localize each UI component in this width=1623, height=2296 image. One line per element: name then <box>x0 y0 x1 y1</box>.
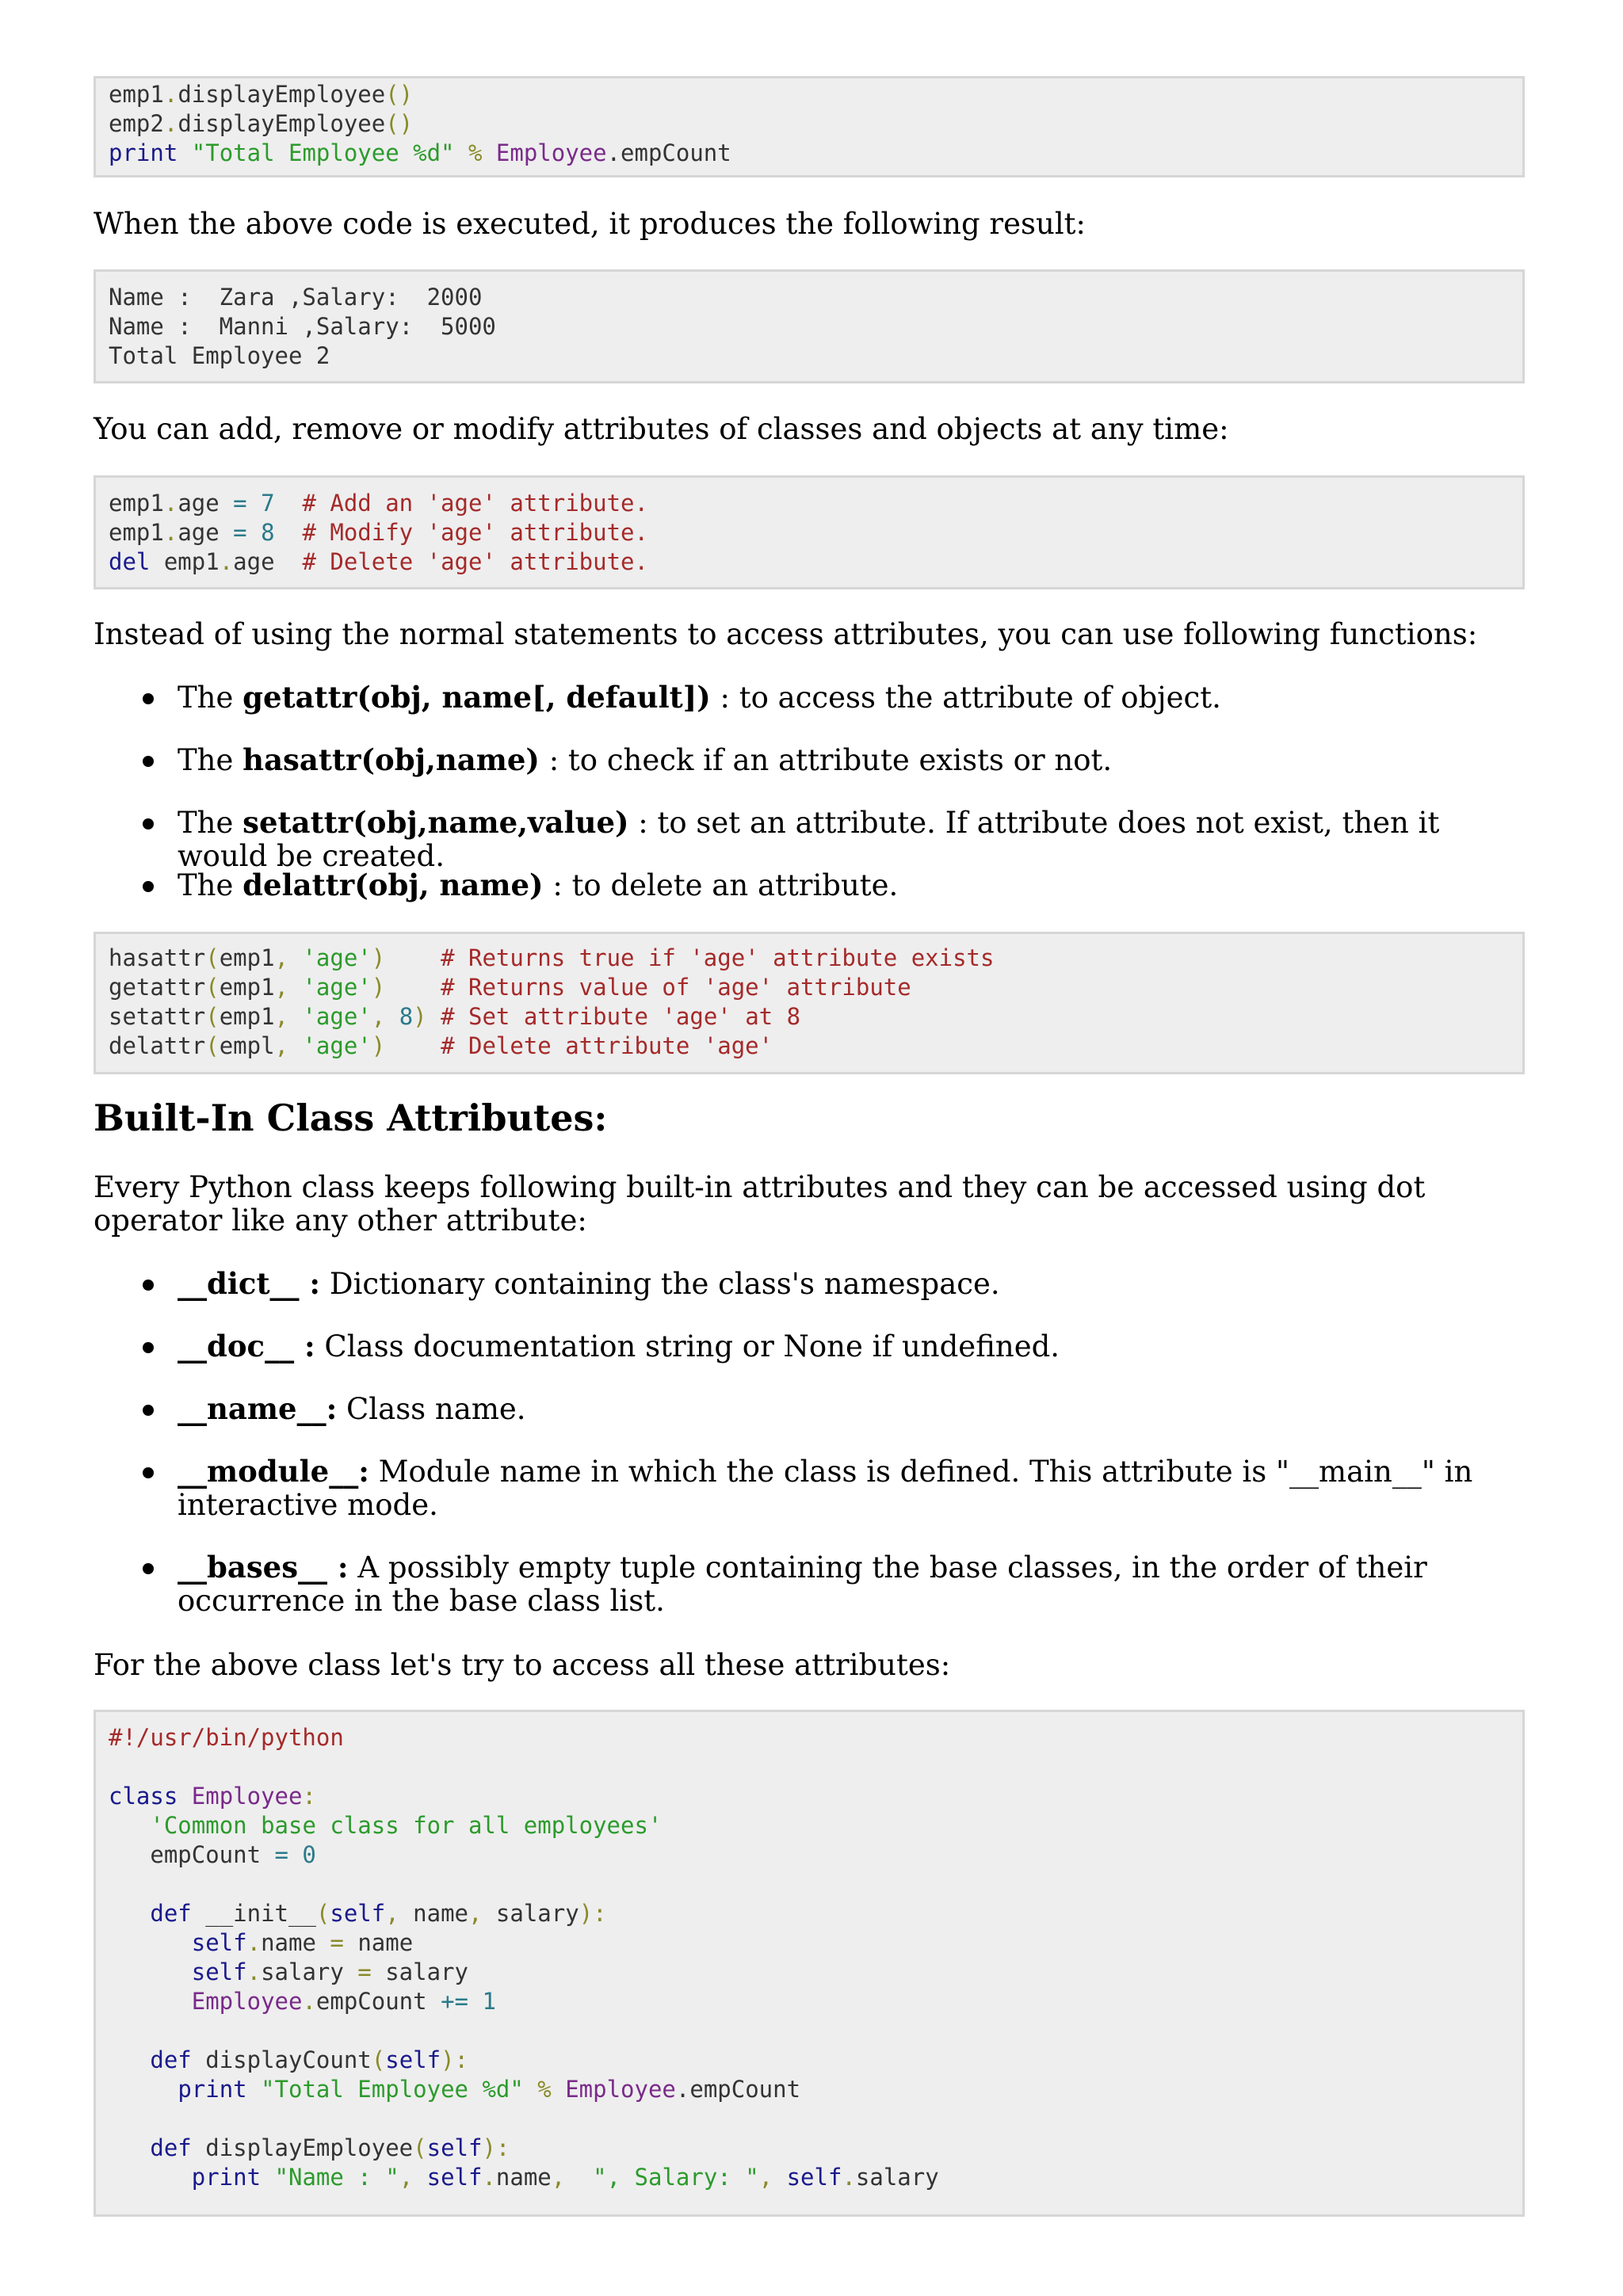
code-token: salary <box>855 2164 939 2191</box>
code-token: , <box>399 2164 427 2191</box>
code-token: , <box>274 974 303 1001</box>
paragraph-functions-intro: Instead of using the normal statements to access attributes, you can use following functions: <box>94 617 1478 651</box>
bullet-icon <box>143 1405 154 1416</box>
list-item-term: __doc__ : <box>178 1329 315 1363</box>
code-token: 8 <box>399 1003 414 1030</box>
code-token: emp1 <box>219 944 275 971</box>
code-token: = <box>330 1929 358 1956</box>
code-token: age <box>233 548 303 575</box>
code-token: . <box>163 490 178 517</box>
code-token: 'age' <box>302 1003 372 1030</box>
code-token: % <box>523 2076 566 2103</box>
list-item <box>178 806 1525 873</box>
code-token: self <box>191 1958 247 1985</box>
code-line <box>109 489 1522 518</box>
list-item-description: Class name. <box>337 1392 526 1426</box>
code-token <box>109 1812 150 1839</box>
code-token: Employee <box>191 1783 303 1810</box>
code-token: += 1 <box>441 1988 496 2015</box>
section-heading: Built-In Class Attributes: <box>94 1097 608 1139</box>
code-token: , <box>551 2164 594 2191</box>
list-item-description: Dictionary containing the class's namespace. <box>320 1267 1000 1301</box>
code-line <box>109 1958 1522 1987</box>
code-line <box>109 944 1522 973</box>
code-token: def <box>150 2134 192 2161</box>
list-item <box>178 743 1525 777</box>
code-token: "Name : " <box>274 2164 399 2191</box>
code-token: print <box>178 2076 247 2103</box>
paragraph-builtin-intro: Every Python class keeps following built-in attributes and they can be accessed using dot operator like any other attribute: <box>94 1170 1426 1238</box>
code-line <box>109 1928 1522 1958</box>
code-line <box>109 1840 1522 1870</box>
code-token: # Modify 'age' attribute. <box>274 519 648 546</box>
list-item-prefix: The <box>178 868 243 902</box>
code-token <box>109 1929 192 1956</box>
code-line <box>109 518 1522 547</box>
list-item <box>178 1455 1525 1522</box>
list-item-description: A possibly empty tuple containing the base classes, in the order of their occurrence in the base class list. <box>178 1550 1427 1618</box>
code-token: , <box>468 1900 496 1927</box>
list-item <box>178 1392 1525 1426</box>
code-line <box>109 1811 1522 1840</box>
code-token: . <box>246 1929 262 1956</box>
code-line <box>109 2134 1522 2163</box>
code-token: getattr <box>109 974 206 1001</box>
bullet-icon <box>143 1280 154 1291</box>
code-token: , <box>274 1003 303 1030</box>
code-token: self <box>426 2164 483 2191</box>
code-token: age <box>178 490 234 517</box>
code-token <box>247 2076 261 2103</box>
code-token: del <box>109 548 151 575</box>
code-token: #!/usr/bin/python <box>109 1724 344 1751</box>
code-token: emp1 <box>109 81 164 108</box>
paragraph-access-intro: For the above class let's try to access all these attributes: <box>94 1648 951 1682</box>
code-token: ): <box>441 2046 468 2073</box>
bullet-icon <box>143 1342 154 1353</box>
code-token: # Delete 'age' attribute. <box>302 548 648 575</box>
code-line <box>109 1987 1522 2016</box>
code-token: = <box>357 1958 386 1985</box>
code-token: print <box>109 139 178 166</box>
code-block-output <box>94 269 1525 383</box>
code-token: . <box>163 81 178 108</box>
code-line <box>109 547 1522 577</box>
code-token: displayEmployee <box>178 81 386 108</box>
list-item-term: __name__: <box>178 1391 338 1426</box>
list-item-term: delattr(obj, name) <box>242 868 544 902</box>
code-token: . <box>219 548 234 575</box>
code-token <box>109 2164 192 2191</box>
code-token: ", Salary: " <box>593 2164 759 2191</box>
code-token: # Delete attribute 'age' <box>385 1032 773 1059</box>
code-line <box>109 109 1522 139</box>
code-token: emp1 <box>150 548 220 575</box>
bullet-icon <box>143 1467 154 1478</box>
code-token: = 0 <box>274 1841 316 1868</box>
code-block-attr-functions <box>94 932 1525 1074</box>
list-item-description: : to access the attribute of object. <box>710 681 1221 715</box>
code-token: ( <box>413 2134 427 2161</box>
code-token: = 7 <box>233 490 275 517</box>
code-token: Employee <box>191 1988 303 2015</box>
code-token: Employee <box>565 2076 676 2103</box>
code-token <box>178 1783 191 1810</box>
code-line <box>109 139 1522 168</box>
code-token: , <box>385 1900 414 1927</box>
code-token <box>178 139 191 166</box>
code-token: print <box>191 2164 262 2191</box>
code-token: self <box>426 2134 483 2161</box>
code-token: name <box>357 1929 414 1956</box>
code-token: ( <box>205 1003 220 1030</box>
code-line <box>109 1002 1522 1032</box>
code-token <box>109 2046 150 2073</box>
code-token: . <box>246 1958 262 1985</box>
code-token: .empCount <box>675 2076 801 2103</box>
code-token: .empCount <box>606 139 731 166</box>
code-line <box>109 1723 1522 1753</box>
code-token: empCount <box>315 1988 441 2015</box>
code-token: self <box>191 1929 247 1956</box>
code-token: displayCount <box>191 2046 372 2073</box>
code-token: empCount <box>109 1841 275 1868</box>
code-token <box>109 2134 150 2161</box>
code-token: ) <box>371 1032 386 1059</box>
list-item-prefix: The <box>178 681 243 715</box>
list-item-term: __module__: <box>178 1454 369 1489</box>
code-token: . <box>842 2164 856 2191</box>
code-token: 'age' <box>302 974 372 1001</box>
list-item-description: Class documentation string or None if undefined. <box>315 1329 1060 1363</box>
list-item <box>178 868 1525 902</box>
list-item <box>178 1550 1525 1618</box>
code-line <box>109 1782 1522 1811</box>
paragraph-modify-attributes: You can add, remove or modify attributes of classes and objects at any time: <box>94 412 1229 446</box>
bullet-icon <box>143 1563 154 1574</box>
code-token <box>109 2076 178 2103</box>
code-token <box>109 1900 150 1927</box>
code-token: ): <box>579 1900 607 1927</box>
code-block-employee-class <box>94 1710 1525 2217</box>
code-token: displayEmployee <box>191 2134 414 2161</box>
code-token: . <box>163 519 178 546</box>
code-line <box>109 80 1522 109</box>
code-token: 'age' <box>302 1032 372 1059</box>
code-token: # Add an 'age' attribute. <box>274 490 648 517</box>
code-token: ( <box>205 1032 220 1059</box>
code-token: displayEmployee <box>178 110 386 137</box>
list-item-description: : to set an attribute. If attribute does not exist, then it would be created. <box>178 806 1440 873</box>
list-item-prefix: The <box>178 806 243 840</box>
code-token: emp1 <box>219 1003 275 1030</box>
code-line <box>109 2104 1522 2134</box>
code-token: salary <box>261 1958 358 1985</box>
bullet-icon <box>143 693 154 704</box>
code-token: emp1 <box>219 974 275 1001</box>
bullet-icon <box>143 881 154 892</box>
code-token: ( <box>371 2046 386 2073</box>
code-token: ( <box>205 944 220 971</box>
code-token: . <box>163 110 178 137</box>
code-block-attribute-ops <box>94 475 1525 589</box>
code-token: Name : Zara ,Salary: 2000 <box>109 284 483 311</box>
list-item-description: Module name in which the class is defined. This attribute is "__main__" in interactive mode. <box>178 1455 1473 1522</box>
code-token: . <box>482 2164 496 2191</box>
code-token: self <box>385 2046 441 2073</box>
code-token: ) <box>413 1003 427 1030</box>
list-item-description: : to check if an attribute exists or not. <box>539 743 1113 777</box>
code-token: () <box>385 110 414 137</box>
code-token: hasattr <box>109 944 206 971</box>
code-line <box>109 1899 1522 1928</box>
code-token: emp2 <box>109 110 164 137</box>
code-token: # Returns value of 'age' attribute <box>385 974 911 1001</box>
list-item-prefix: The <box>178 743 243 777</box>
code-token: = 8 <box>233 519 275 546</box>
code-token: __init__ <box>191 1900 316 1927</box>
code-token: ( <box>205 974 220 1001</box>
list-item-term: __bases__ : <box>178 1550 349 1585</box>
bullet-icon <box>143 818 154 830</box>
bullet-icon <box>143 756 154 767</box>
code-token: Employee <box>495 139 607 166</box>
code-token: : <box>302 1783 316 1810</box>
code-token: ) <box>371 974 386 1001</box>
code-line <box>109 1870 1522 1899</box>
code-token: delattr <box>109 1032 206 1059</box>
code-line <box>109 341 1522 371</box>
code-token: () <box>385 81 414 108</box>
code-token: . <box>302 1988 316 2015</box>
code-token: # Returns true if 'age' attribute exists <box>385 944 995 971</box>
code-line <box>109 2163 1522 2192</box>
code-token: emp1 <box>109 490 164 517</box>
code-token: , <box>758 2164 787 2191</box>
code-token: "Total Employee %d" <box>261 2076 524 2103</box>
list-item-term: __dict__ : <box>178 1266 321 1301</box>
list-item-description: : to delete an attribute. <box>543 868 899 902</box>
code-token: "Total Employee %d" <box>191 139 455 166</box>
code-block-display-employees <box>94 76 1525 177</box>
code-line <box>109 973 1522 1002</box>
code-token: ) <box>371 944 386 971</box>
code-token: name <box>413 1900 468 1927</box>
list-item <box>178 681 1525 715</box>
code-line <box>109 2046 1522 2075</box>
code-token: name <box>261 1929 330 1956</box>
code-token: % <box>454 139 496 166</box>
list-item-term: getattr(obj, name[, default]) <box>242 680 711 715</box>
paragraph-result-intro: When the above code is executed, it produces the following result: <box>94 207 1086 241</box>
code-token: age <box>178 519 234 546</box>
list-item-term: setattr(obj,name,value) <box>242 805 629 840</box>
code-token: setattr <box>109 1003 206 1030</box>
code-token: , <box>274 1032 303 1059</box>
code-line <box>109 1753 1522 1782</box>
code-token: 'age' <box>302 944 372 971</box>
code-token <box>109 1988 192 2015</box>
code-token: , <box>274 944 303 971</box>
list-item <box>178 1267 1525 1301</box>
code-token: class <box>109 1783 178 1810</box>
code-token: empl <box>219 1032 275 1059</box>
code-token: self <box>786 2164 842 2191</box>
code-token: emp1 <box>109 519 164 546</box>
code-line <box>109 2016 1522 2046</box>
code-token: 'Common base class for all employees' <box>150 1812 663 1839</box>
code-line <box>109 2075 1522 2104</box>
code-line <box>109 283 1522 312</box>
code-line <box>109 312 1522 341</box>
code-token: name <box>495 2164 552 2191</box>
code-token: salary <box>385 1958 468 1985</box>
code-token <box>109 1958 192 1985</box>
code-token: Name : Manni ,Salary: 5000 <box>109 313 496 340</box>
code-token: ): <box>482 2134 510 2161</box>
code-line <box>109 1032 1522 1061</box>
code-token: salary <box>495 1900 579 1927</box>
code-token: self <box>330 1900 386 1927</box>
code-token: ( <box>315 1900 330 1927</box>
code-token <box>261 2164 274 2191</box>
code-token: Total Employee 2 <box>109 342 330 369</box>
code-token: , <box>371 1003 399 1030</box>
list-item-term: hasattr(obj,name) <box>242 742 540 777</box>
code-token: def <box>150 2046 192 2073</box>
list-item <box>178 1329 1525 1363</box>
code-token: # Set attribute 'age' at 8 <box>426 1003 801 1030</box>
code-token: def <box>150 1900 192 1927</box>
